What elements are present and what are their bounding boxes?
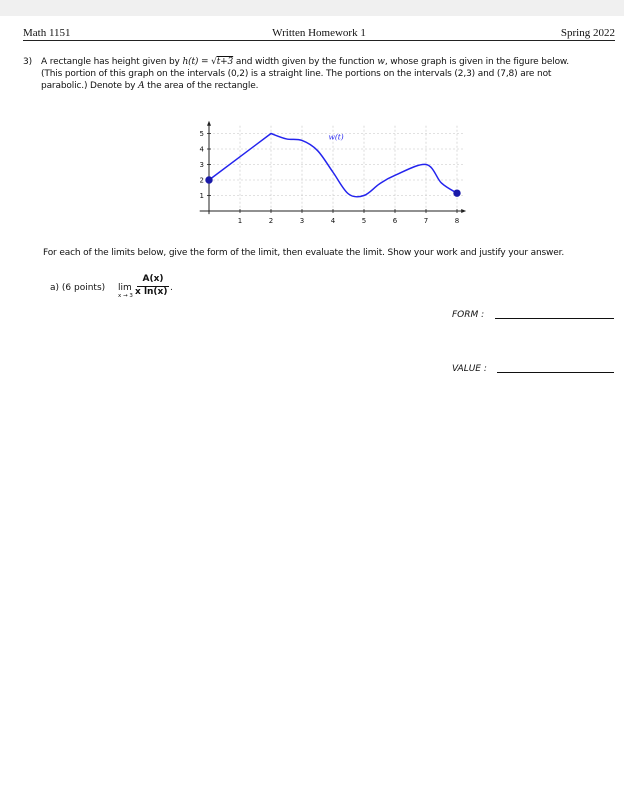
y-tick-label: 1	[199, 192, 204, 200]
value-label: VALUE :	[452, 364, 487, 374]
y-tick-label: 4	[199, 145, 204, 154]
limit-expression	[118, 274, 178, 304]
y-axis-arrow	[207, 121, 211, 126]
lim-operator: lim	[118, 283, 132, 293]
problem-number: 3)	[23, 57, 32, 67]
x-tick-label: 5	[361, 217, 367, 225]
x-tick-label: 7	[423, 217, 429, 225]
x-tick-label: 4	[330, 217, 336, 225]
problem-line-3: parabolic.) Denote by A the area of the rectangle.	[41, 81, 259, 91]
form-answer-line[interactable]	[495, 318, 614, 319]
y-tick-label: 2	[199, 176, 204, 185]
assignment-title: Written Homework 1	[272, 27, 366, 39]
y-tick-label: 5	[199, 130, 204, 138]
x-axis-arrow	[461, 209, 466, 213]
limit-period: .	[170, 283, 173, 293]
x-tick-label: 1	[237, 217, 243, 225]
endpoint-dot	[206, 177, 212, 183]
form-label: FORM :	[452, 310, 485, 320]
y-tick-label: 3	[199, 161, 204, 169]
term: Spring 2022	[560, 27, 615, 39]
limit-numerator: A(x)	[142, 274, 164, 284]
x-tick-label: 6	[392, 217, 398, 225]
part-a-label: a) (6 points)	[50, 283, 106, 293]
problem-line-2: (This portion of this graph on the intervals (0,2) is a straight line. The portions on the intervals (2,3) and (7,8) are not	[41, 69, 552, 79]
width-function-graph	[190, 108, 480, 233]
curve-label: w(t)	[328, 132, 344, 142]
top-toolbar-strip	[0, 0, 624, 16]
x-tick-label: 2	[268, 217, 274, 225]
x-tick-label: 8	[454, 217, 460, 225]
limits-instruction: For each of the limits below, give the form of the limit, then evaluate the limit. Show your work and justify your answer.	[43, 248, 565, 258]
x-tick-label: 3	[299, 217, 305, 225]
value-answer-line[interactable]	[497, 372, 614, 373]
endpoint-dot	[454, 190, 460, 196]
header-rule	[23, 40, 615, 41]
problem-line-1: A rectangle has height given by h(t) = √t+3 and width given by the function w, whose graph is given in the figure below.	[41, 57, 570, 67]
limit-denominator: x ln(x)	[135, 287, 168, 297]
lim-subscript: x → 3	[118, 293, 133, 299]
course-name: Math 1151	[23, 27, 71, 39]
